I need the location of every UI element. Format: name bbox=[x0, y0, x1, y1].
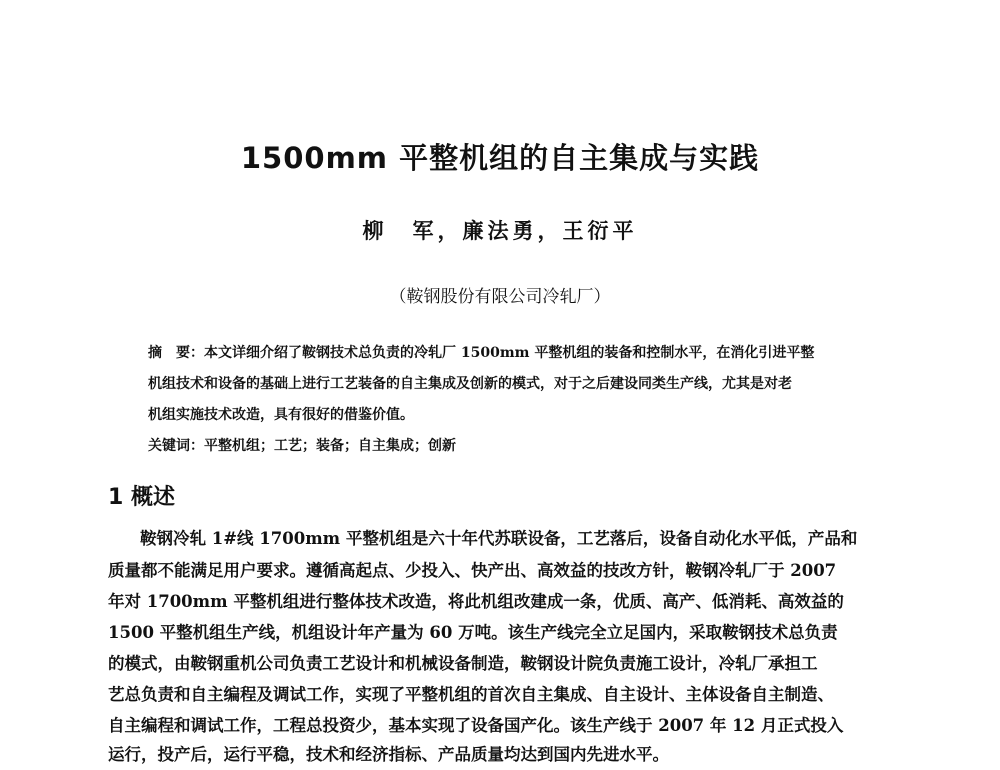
keywords: 关键词：平整机组；工艺；装备；自主集成；创新 bbox=[148, 438, 456, 454]
body-line: 质量都不能满足用户要求。遵循高起点、少投入、快产出、高效益的技改方针，鞍钢冷轧厂于 2007 bbox=[108, 561, 837, 580]
body-line: 自主编程和调试工作，工程总投资少，基本实现了设备国产化。该生产线于 2007 年 12 月正式投入 bbox=[108, 716, 844, 735]
abstract-line-3: 机组实施技术改造，具有很好的借鉴价值。 bbox=[148, 407, 414, 423]
abstract-line-2: 机组技术和设备的基础上进行工艺装备的自主集成及创新的模式，对于之后建设同类生产线，尤其是对老 bbox=[148, 376, 792, 392]
body-line: 运行，投产后，运行平稳，技术和经济指标、产品质量均达到国内先进水平。 bbox=[108, 745, 669, 764]
abstract-line-1: 摘 要：本文详细介绍了鞍钢技术总负责的冷轧厂 1500mm 平整机组的装备和控制水平，在消化引进平整 bbox=[148, 345, 815, 361]
body-line: 1500 平整机组生产线，机组设计年产量为 60 万吨。该生产线完全立足国内，采取鞍钢技术总负责 bbox=[108, 623, 838, 642]
section-heading-1: 1 概述 bbox=[108, 485, 175, 510]
body-line: 年对 1700mm 平整机组进行整体技术改造，将此机组改建成一条，优质、高产、低消耗、高效益的 bbox=[108, 592, 844, 611]
paper-title: 1500mm 平整机组的自主集成与实践 bbox=[240, 141, 760, 175]
body-line: 的模式，由鞍钢重机公司负责工艺设计和机械设备制造，鞍钢设计院负责施工设计，冷轧厂承担工 bbox=[108, 654, 818, 673]
paper-authors: 柳 军，廉法勇，王衍平 bbox=[362, 218, 638, 243]
body-line: 艺总负责和自主编程及调试工作，实现了平整机组的首次自主集成、自主设计、主体设备自主制造、 bbox=[108, 685, 834, 704]
body-line: 鞍钢冷轧 1#线 1700mm 平整机组是六十年代苏联设备，工艺落后，设备自动化水平低，产品和 bbox=[140, 529, 858, 548]
paper-affiliation: （鞍钢股份有限公司冷轧厂） bbox=[389, 287, 611, 307]
